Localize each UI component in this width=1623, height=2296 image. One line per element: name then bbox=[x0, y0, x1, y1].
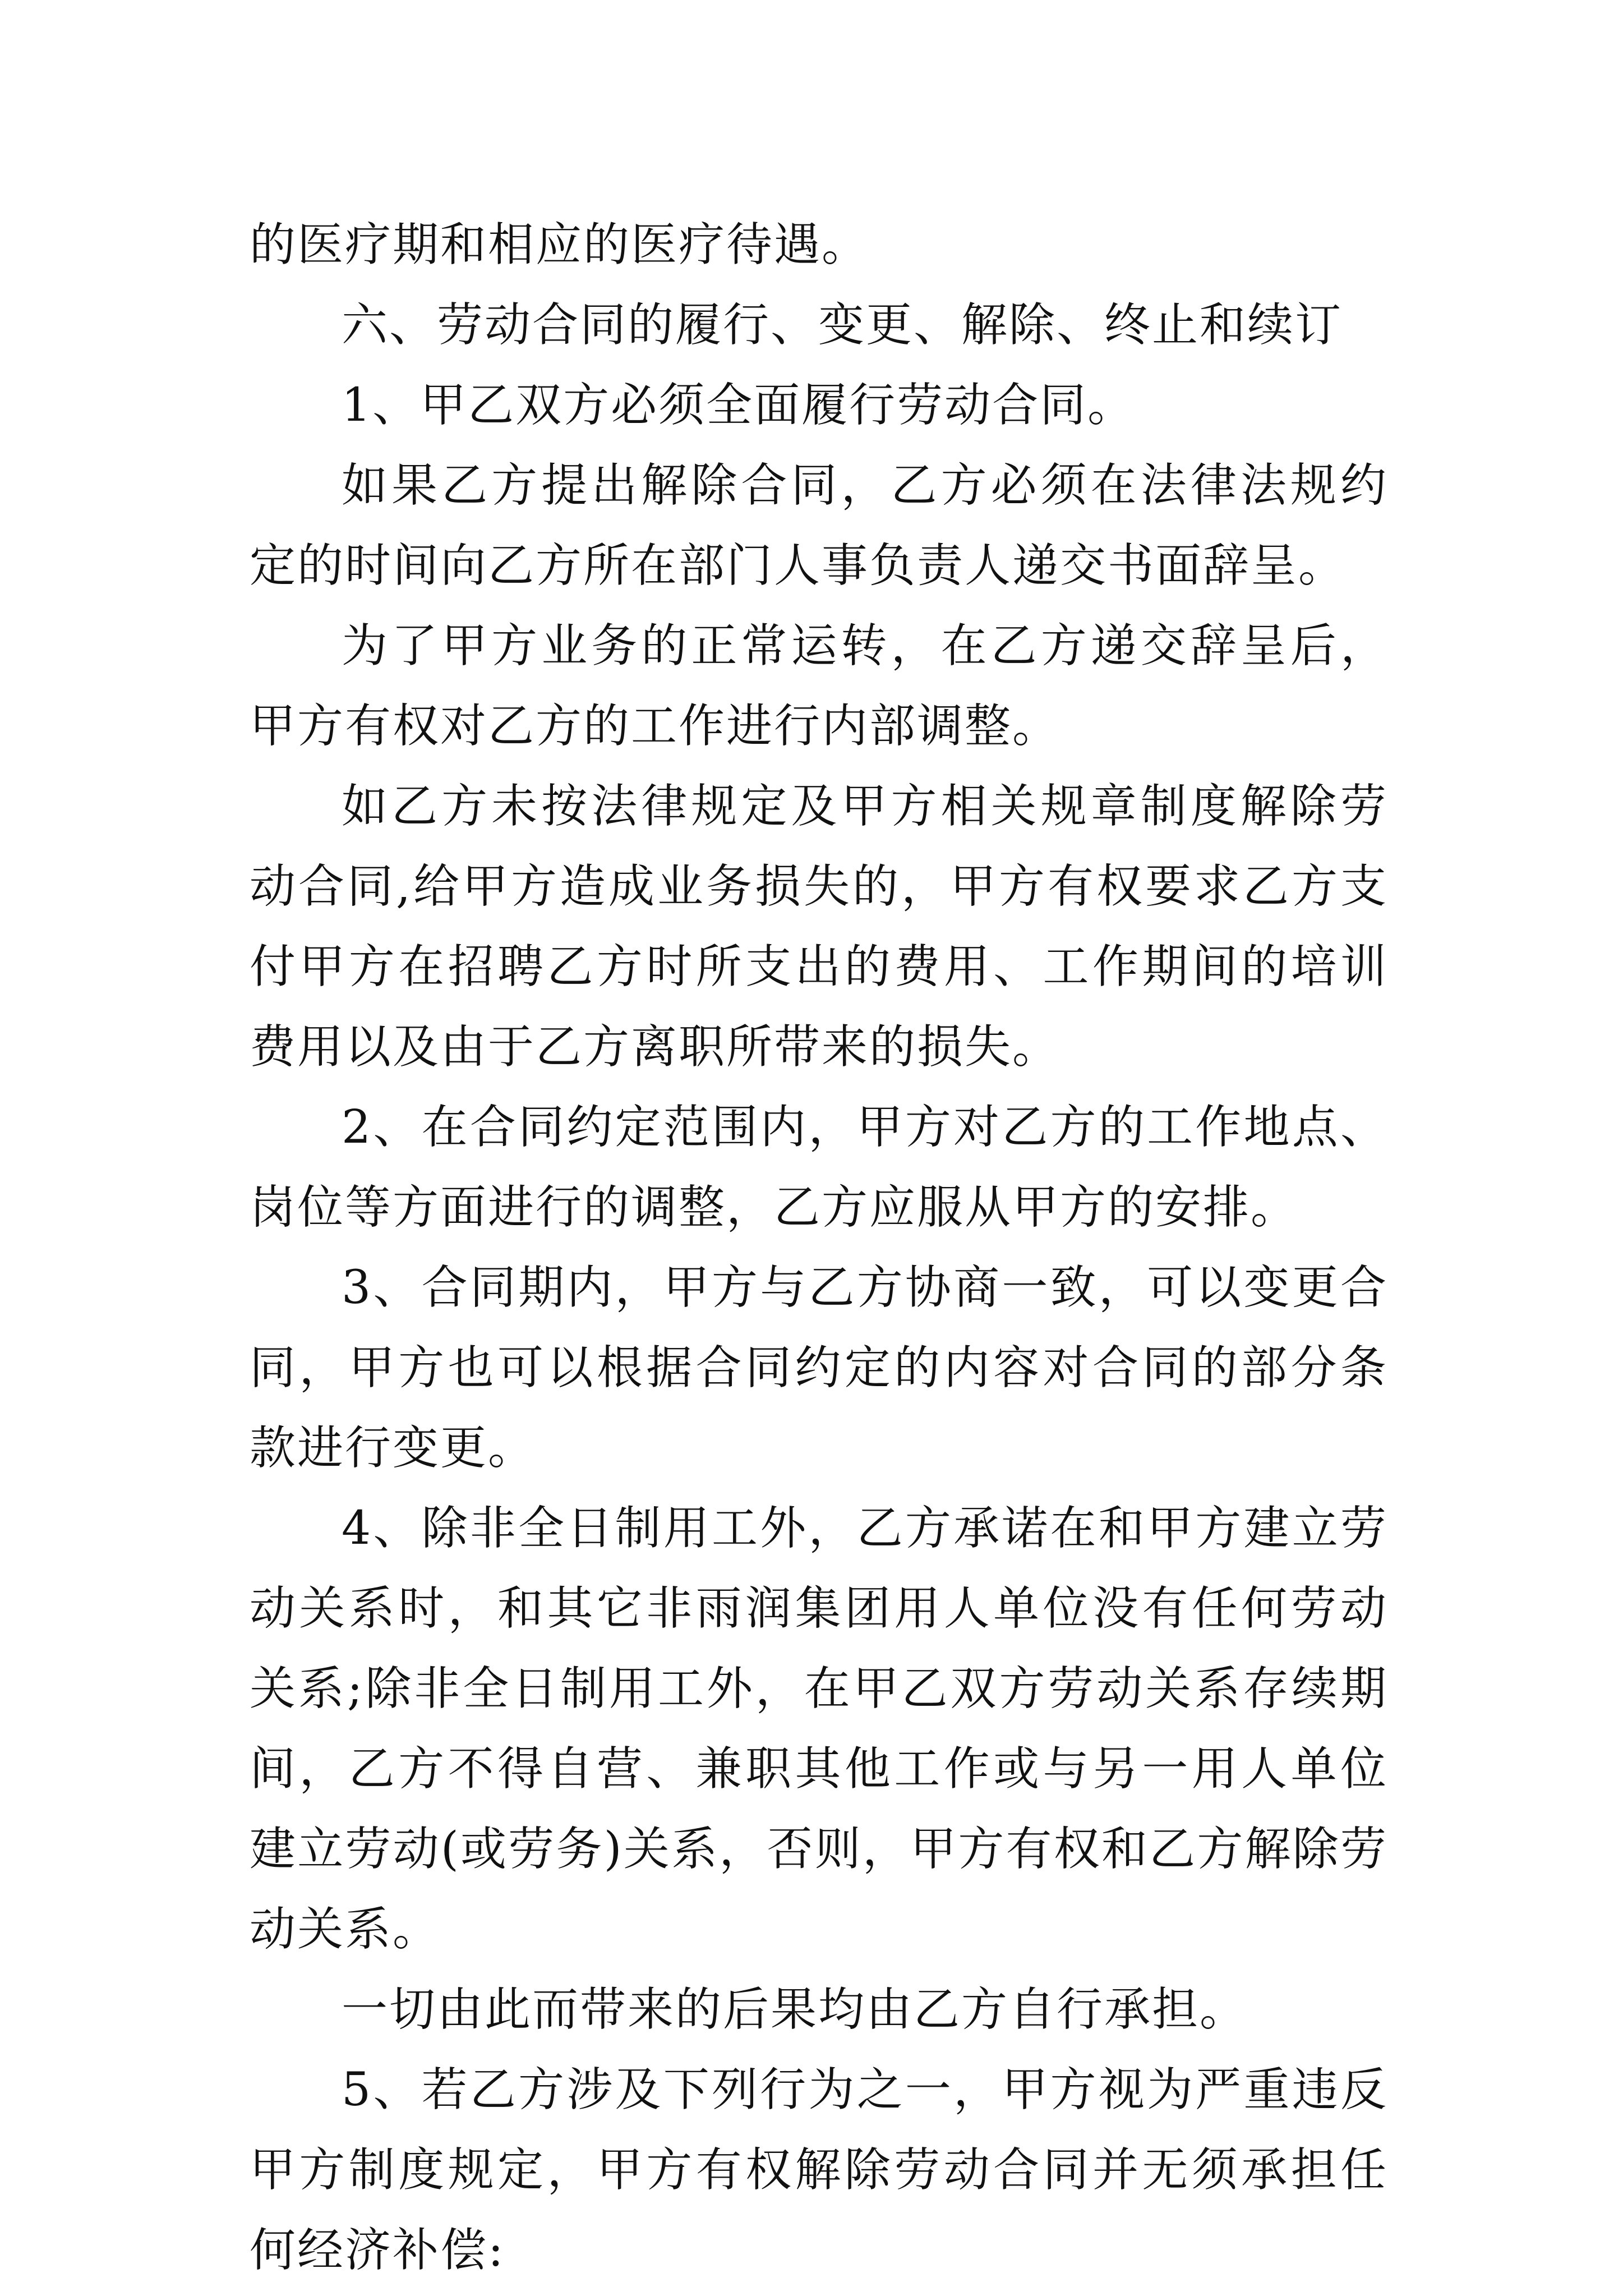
clause-5: 5、若乙方涉及下列行为之一，甲方视为严重违反甲方制度规定，甲方有权解除劳动合同并无须承担任何经济补偿: bbox=[250, 2063, 1388, 2277]
clause-2: 2、在合同约定范围内，甲方对乙方的工作地点、岗位等方面进行的调整，乙方应服从甲方的安排。 bbox=[250, 1101, 1388, 1234]
document-body bbox=[250, 205, 1388, 2290]
paragraph-compensation: 如乙方未按法律规定及甲方相关规章制度解除劳动合同,给甲方造成业务损失的，甲方有权要求乙方支付甲方在招聘乙方时所支出的费用、工作期间的培训费用以及由于乙方离职所带来的损失。 bbox=[250, 780, 1388, 1074]
paragraph-consequences: 一切由此而带来的后果均由乙方自行承担。 bbox=[342, 1983, 1248, 2036]
paragraph-resignation: 如果乙方提出解除合同，乙方必须在法律法规约定的时间向乙方所在部门人事负责人递交书面辞呈。 bbox=[250, 459, 1388, 592]
clause-4: 4、除非全日制用工外，乙方承诺在和甲方建立劳动关系时，和其它非雨润集团用人单位没有任何劳动关系;除非全日制用工外，在甲乙双方劳动关系存续期间，乙方不得自营、兼职其他工作或与另一用人单位建立劳动(或劳务)关系，否则，甲方有权和乙方解除劳动关系。 bbox=[250, 1502, 1388, 1956]
clause-3: 3、合同期内，甲方与乙方协商一致，可以变更合同，甲方也可以根据合同约定的内容对合同的部分条款进行变更。 bbox=[250, 1261, 1388, 1475]
section-heading-6: 六、劳动合同的履行、变更、解除、终止和续订 bbox=[342, 298, 1343, 352]
clause-1: 1、甲乙双方必须全面履行劳动合同。 bbox=[342, 379, 1136, 432]
paragraph-1: 的医疗期和相应的医疗待遇。 bbox=[250, 218, 870, 272]
paragraph-internal-adjustment: 为了甲方业务的正常运转，在乙方递交辞呈后，甲方有权对乙方的工作进行内部调整。 bbox=[250, 619, 1388, 753]
